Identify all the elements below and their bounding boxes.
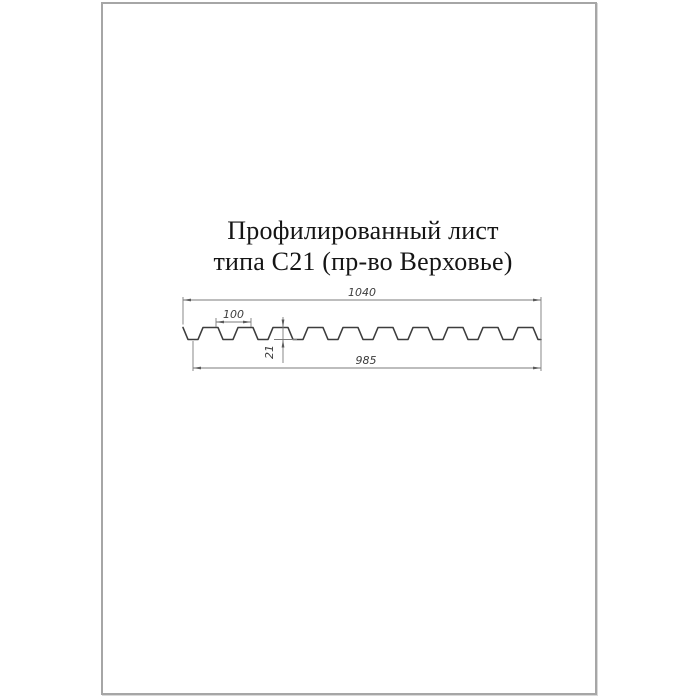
profile-outline [183,328,541,340]
profile-drawing [150,275,570,380]
title-line-1: Профилированный лист [227,216,499,245]
arrow-985-left [193,367,201,370]
arrow-21-top [282,320,285,328]
arrow-100-right [243,321,251,324]
dimension-value-100: 100 [223,308,244,321]
arrow-21-bottom [282,340,285,348]
dimension-value-985: 985 [355,354,377,367]
title-line-2: типа С21 (пр-во Верховье) [213,247,513,276]
arrow-1040-left [183,299,191,302]
page-title [160,215,566,277]
arrow-1040-right [533,299,541,302]
arrow-100-left [216,321,224,324]
dimension-value-21: 21 [263,345,276,359]
dimension-value-1040: 1040 [348,286,376,299]
arrow-985-right [533,367,541,370]
